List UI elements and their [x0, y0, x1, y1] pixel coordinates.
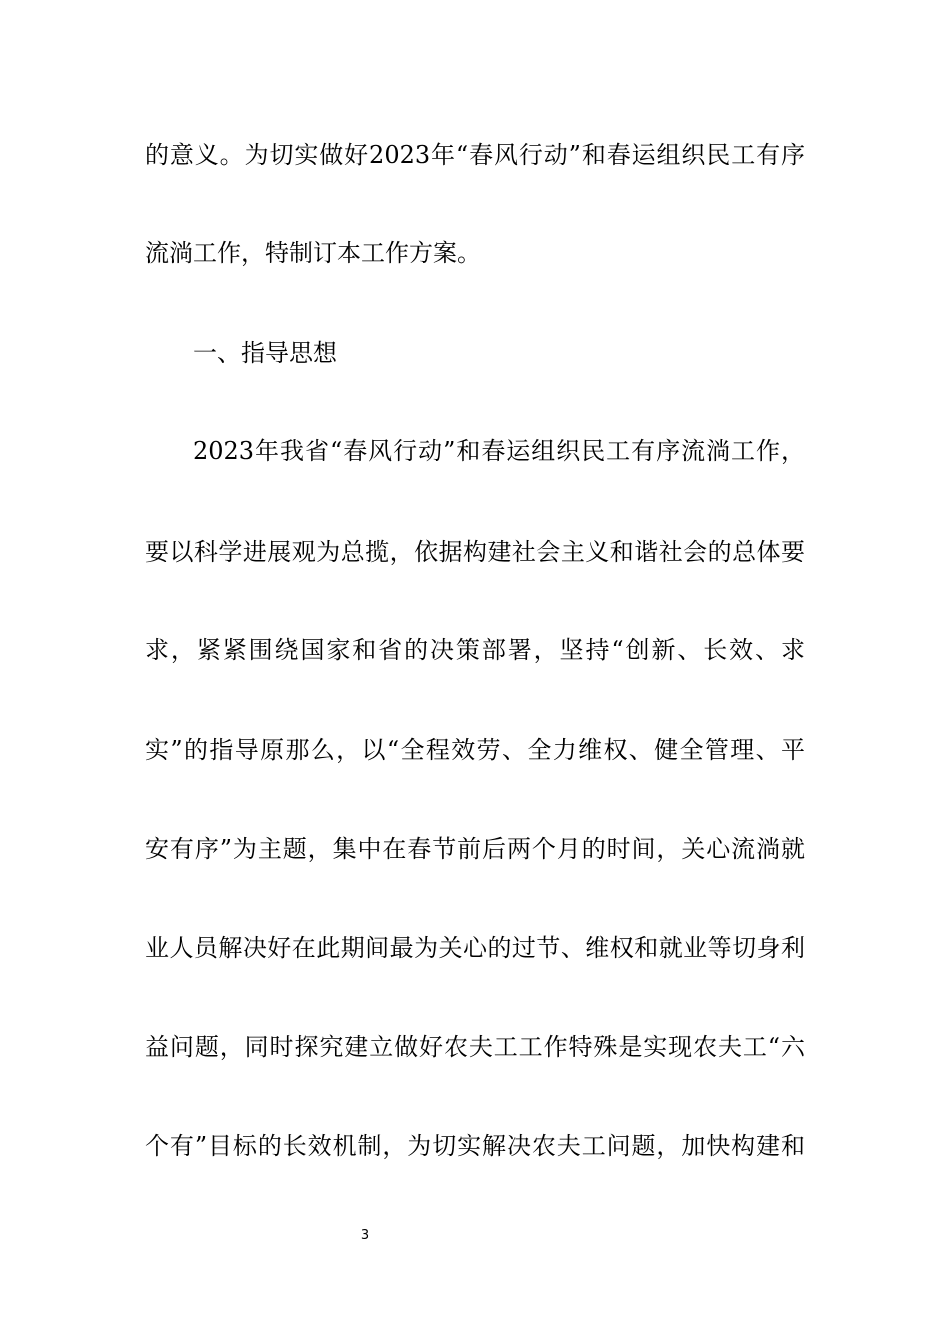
section-heading: 一、指导思想 — [193, 339, 337, 367]
text-line-2: 流淌工作，特制订本工作方案。 — [145, 239, 481, 267]
text-line-7: 实”的指导原那么，以“全程效劳、全力维权、健全管理、平 — [145, 736, 805, 764]
text-line-5: 要以科学进展观为总揽，依据构建社会主义和谐社会的总体要 — [145, 538, 805, 566]
text-line-1: 的意义。为切实做好2023年“春风行动”和春运组织民工有序 — [145, 141, 805, 169]
text-line-11: 个有”目标的长效机制，为切实解决农夫工问题，加快构建和 — [145, 1132, 805, 1160]
text-line-8: 安有序”为主题，集中在春节前后两个月的时间，关心流淌就 — [145, 835, 805, 863]
page-number: 3 — [360, 1228, 370, 1243]
text-line-10: 益问题，同时探究建立做好农夫工工作特殊是实现农夫工“六 — [145, 1033, 805, 1061]
text-line-9: 业人员解决好在此期间最为关心的过节、维权和就业等切身利 — [145, 934, 805, 962]
text-line-4: 2023年我省“春风行动”和春运组织民工有序流淌工作， — [193, 437, 805, 465]
text-line-6: 求，紧紧围绕国家和省的决策部署，坚持“创新、长效、求 — [145, 636, 805, 664]
